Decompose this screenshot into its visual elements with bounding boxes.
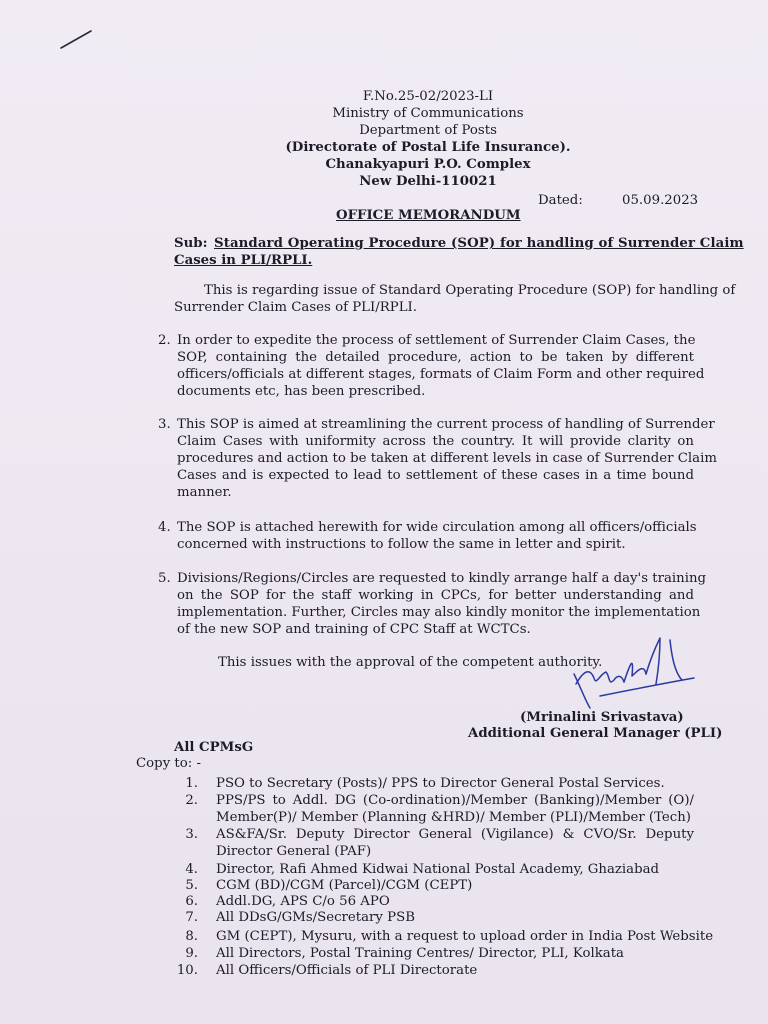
copy-list-item [0, 827, 768, 859]
paragraph-line: SOP, containing the detailed procedure, action to be taken by different [177, 350, 694, 365]
approval-line: This issues with the approval of the competent authority. [218, 655, 603, 670]
copy-text: Addl.DG, APS C/o 56 APO [216, 894, 390, 909]
paragraph-line: concerned with instructions to follow the same in letter and spirit. [177, 537, 626, 552]
paragraph-line: on the SOP for the staff working in CPCs, for better understanding and [177, 588, 694, 603]
subject-line-1: Standard Operating Procedure (SOP) for handling of Surrender Claim [214, 236, 744, 251]
copy-text: All Officers/Officials of PLI Directorate [216, 963, 478, 978]
copy-list-item [0, 929, 768, 946]
copy-text: All Directors, Postal Training Centres/ Director, PLI, Kolkata [216, 946, 624, 961]
paragraph-line: implementation. Further, Circles may also kindly monitor the implementation [177, 605, 701, 620]
paragraph-line: The SOP is attached herewith for wide circulation among all officers/officials [177, 520, 697, 535]
paragraph-line: In order to expedite the process of settlement of Surrender Claim Cases, the [177, 333, 696, 348]
copy-list-item [0, 776, 768, 793]
ministry-name: Ministry of Communications [332, 106, 524, 121]
copy-number: 6. [185, 894, 198, 909]
paragraph-number: 5. [158, 571, 171, 586]
office-complex: Chanakyapuri P.O. Complex [325, 157, 531, 172]
memo-title: OFFICE MEMORANDUM [336, 208, 521, 223]
pen-mark [58, 28, 94, 52]
copy-number: 4. [185, 862, 198, 877]
copy-text: CGM (BD)/CGM (Parcel)/CGM (CEPT) [216, 878, 473, 893]
paragraph-number: 3. [158, 417, 171, 432]
office-city: New Delhi-110021 [359, 174, 497, 189]
paragraph-number: 2. [158, 333, 171, 348]
paragraph-line: manner. [177, 485, 232, 500]
paragraph-line: officers/officials at different stages, formats of Claim Form and other required [177, 367, 705, 382]
signatory-designation: Additional General Manager (PLI) [468, 726, 723, 741]
copy-number: 5. [185, 878, 198, 893]
copy-list-item [0, 793, 768, 825]
copy-list-item [0, 862, 768, 879]
copy-text: PSO to Secretary (Posts)/ PPS to Director General Postal Services. [216, 776, 665, 791]
paragraph-line: Cases and is expected to lead to settlement of these cases in a time bound [177, 468, 694, 483]
copy-text: Director General (PAF) [216, 844, 372, 859]
signature [560, 634, 700, 716]
subject-line-2: Cases in PLI/RPLI. [174, 253, 313, 268]
copy-text: Member(P)/ Member (Planning &HRD)/ Member (PLI)/Member (Tech) [216, 810, 691, 825]
subject-label: Sub: [174, 236, 208, 251]
paragraph-line: documents etc, has been prescribed. [177, 384, 426, 399]
copy-number: 1. [185, 776, 198, 791]
paragraph-line: procedures and action to be taken at different levels in case of Surrender Claim [177, 451, 717, 466]
signatory-name: (Mrinalini Srivastava) [520, 710, 684, 725]
copy-number: 7. [185, 910, 198, 925]
directorate-name: (Directorate of Postal Life Insurance). [285, 140, 571, 155]
addressee: All CPMsG [174, 740, 254, 755]
copy-list-item [0, 946, 768, 963]
intro-line-2: Surrender Claim Cases of PLI/RPLI. [174, 300, 417, 315]
copy-text: Director, Rafi Ahmed Kidwai National Postal Academy, Ghaziabad [216, 862, 660, 877]
copy-list-item [0, 878, 768, 895]
copy-text: GM (CEPT), Mysuru, with a request to upload order in India Post Website [216, 929, 714, 944]
copy-list-item [0, 910, 768, 927]
paragraph-number: 4. [158, 520, 171, 535]
copy-number: 8. [185, 929, 198, 944]
dated-value: 05.09.2023 [622, 193, 699, 208]
department-name: Department of Posts [359, 123, 497, 138]
dated-label: Dated: [538, 193, 583, 208]
copy-list-item [0, 894, 768, 911]
paragraph-line: Claim Cases with uniformity across the country. It will provide clarity on [177, 434, 694, 449]
paragraph-line: of the new SOP and training of CPC Staff at WCTCs. [177, 622, 531, 637]
copy-number: 9. [185, 946, 198, 961]
paragraph-line: This SOP is aimed at streamlining the current process of handling of Surrender [177, 417, 715, 432]
file-number: F.No.25-02/2023-LI [362, 89, 494, 104]
copy-number: 2. [185, 793, 198, 808]
intro-line-1: This is regarding issue of Standard Operating Procedure (SOP) for handling of [204, 283, 736, 298]
paragraph-line: Divisions/Regions/Circles are requested to kindly arrange half a day's training [177, 571, 707, 586]
copy-text: AS&FA/Sr. Deputy Director General (Vigilance) & CVO/Sr. Deputy [216, 827, 694, 842]
copy-text: PPS/PS to Addl. DG (Co-ordination)/Member (Banking)/Member (O)/ [216, 793, 694, 808]
copy-list-item [0, 963, 768, 980]
copy-number: 3. [185, 827, 198, 842]
copy-text: All DDsG/GMs/Secretary PSB [216, 910, 415, 925]
copy-number: 10. [176, 963, 198, 978]
copy-to-label: Copy to: - [136, 756, 201, 771]
